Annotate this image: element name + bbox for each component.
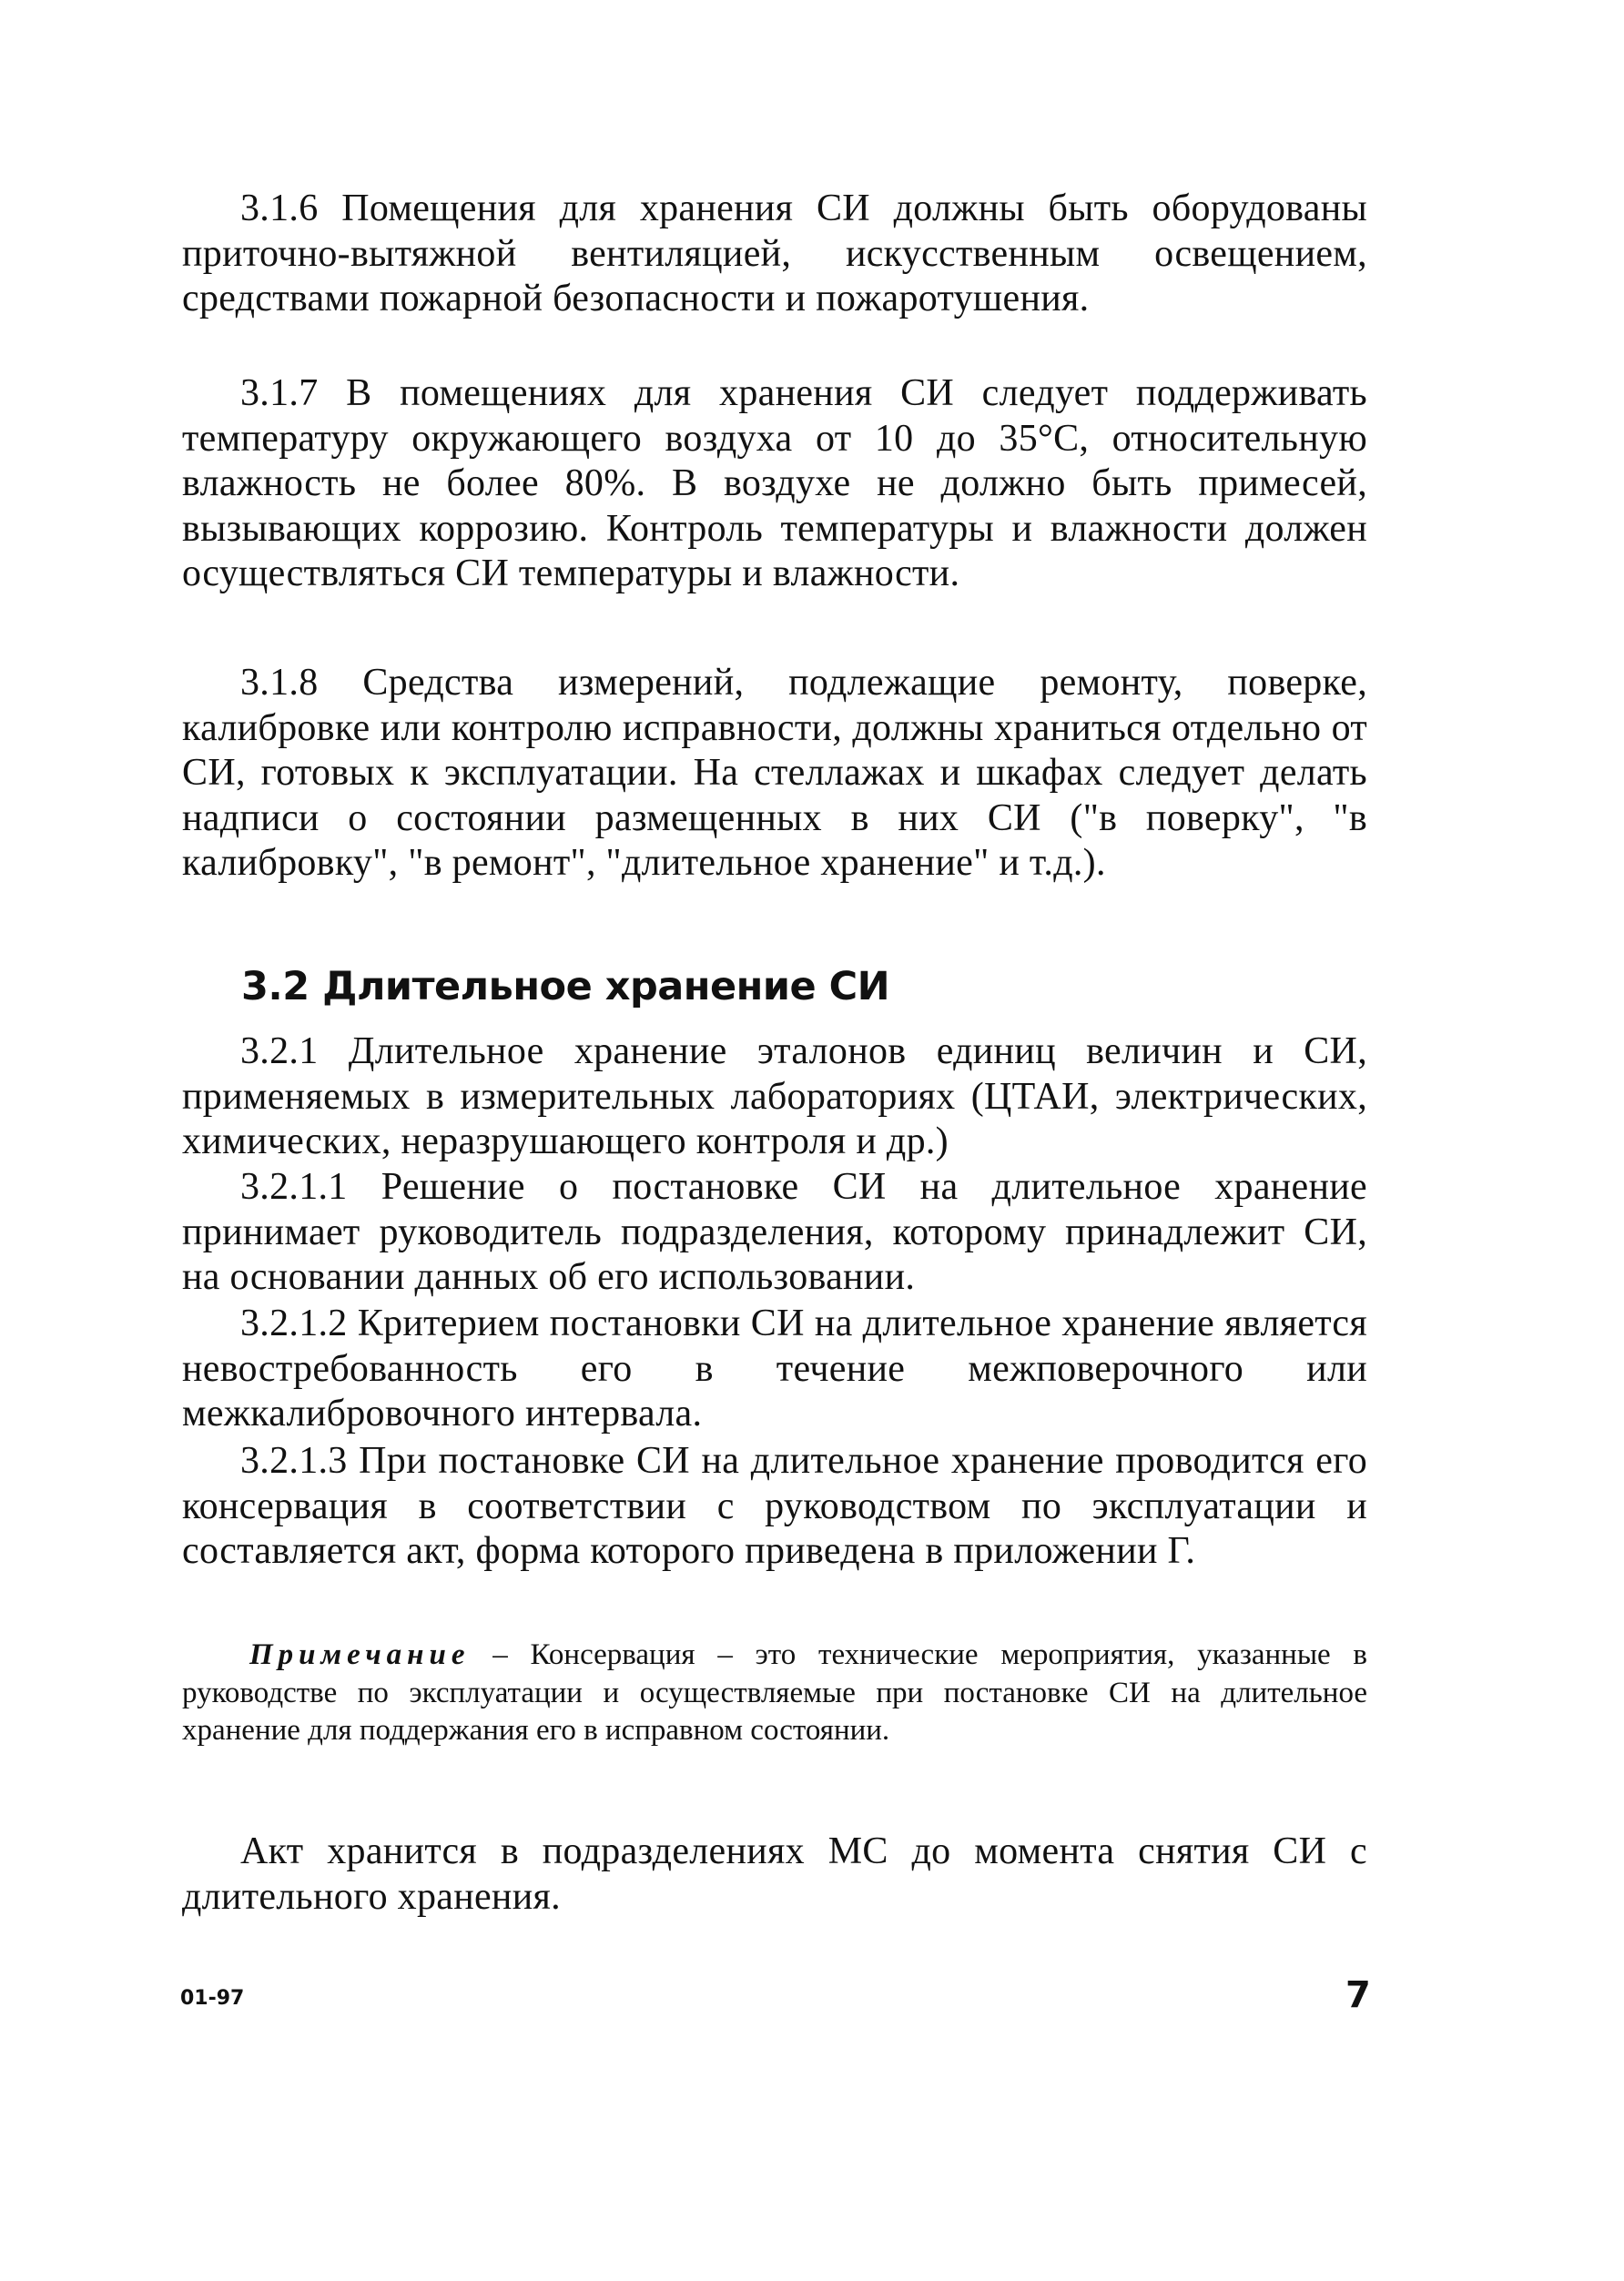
- paragraph-act-block: [182, 1830, 1367, 1920]
- note-block: [182, 1637, 1367, 1750]
- paragraph-3-2-1-2-block: [182, 1302, 1367, 1437]
- page-number: 7: [1345, 1974, 1371, 2016]
- paragraph-3-1-6: 3.1.6 Помещения для хранения СИ должны быть оборудованы приточно-вытяжной вентиляцией, искусственным освещением, средствами пожарной безопасности и пожаротушения.: [182, 188, 1367, 319]
- paragraph-3-1-6-block: [182, 187, 1367, 322]
- paragraph-3-2-1-2: 3.2.1.2 Критерием постановки СИ на длительное хранение является невостребованность его в течение межповерочного или межкалибровочного интервала.: [182, 1303, 1367, 1434]
- paragraph-3-1-7: 3.1.7 В помещениях для хранения СИ следует поддерживать температуру окружающего воздуха от 10 до 35°С, относительную влажность не более 80%. В воздухе не должно быть примесей, вызывающих коррозию. Контроль температуры и влажности должен осуществляться СИ температуры и влажности.: [182, 372, 1367, 594]
- paragraph-3-2-1: 3.2.1 Длительное хранение эталонов единиц величин и СИ, применяемых в измерительных лабораториях (ЦТАИ, электрических, химических, неразрушающего контроля и др.): [182, 1030, 1367, 1162]
- paragraph-3-2-1-block: [182, 1029, 1367, 1165]
- paragraph-3-1-8-block: [182, 661, 1367, 887]
- note-label: Примечание: [249, 1638, 471, 1671]
- section-heading: 3.2 Длительное хранение СИ: [241, 964, 890, 1009]
- paragraph-3-2-1-3: 3.2.1.3 При постановке СИ на длительное хранение проводится его консервация в соответствии с руководством по эксплуатации и составляется акт, форма которого приведена в приложении Г.: [182, 1440, 1367, 1572]
- paragraph-3-1-7-block: [182, 371, 1367, 597]
- paragraph-3-2-1-1-block: [182, 1165, 1367, 1301]
- paragraph-3-2-1-1: 3.2.1.1 Решение о постановке СИ на длительное хранение принимает руководитель подразделения, которому принадлежит СИ, на основании данных об его использовании.: [182, 1166, 1367, 1298]
- note-text: – Консервация – это технические мероприятия, указанные в руководстве по эксплуатации и осуществляемые при постановке СИ на длительное хранение для поддержания его в исправном состоянии.: [182, 1638, 1367, 1747]
- paragraph-act: Акт хранится в подразделениях МС до момента снятия СИ с длительного хранения.: [182, 1830, 1367, 1918]
- paragraph-3-1-8: 3.1.8 Средства измерений, подлежащие ремонту, поверке, калибровке или контролю исправности, должны храниться отдельно от СИ, готовых к эксплуатации. На стеллажах и шкафах следует делать надписи о состоянии размещенных в них СИ ("в поверку", "в калибровку", "в ремонт", "длительное хранение" и т.д.).: [182, 662, 1367, 884]
- paragraph-3-2-1-3-block: [182, 1439, 1367, 1575]
- footer-code: 01-97: [180, 1987, 245, 2010]
